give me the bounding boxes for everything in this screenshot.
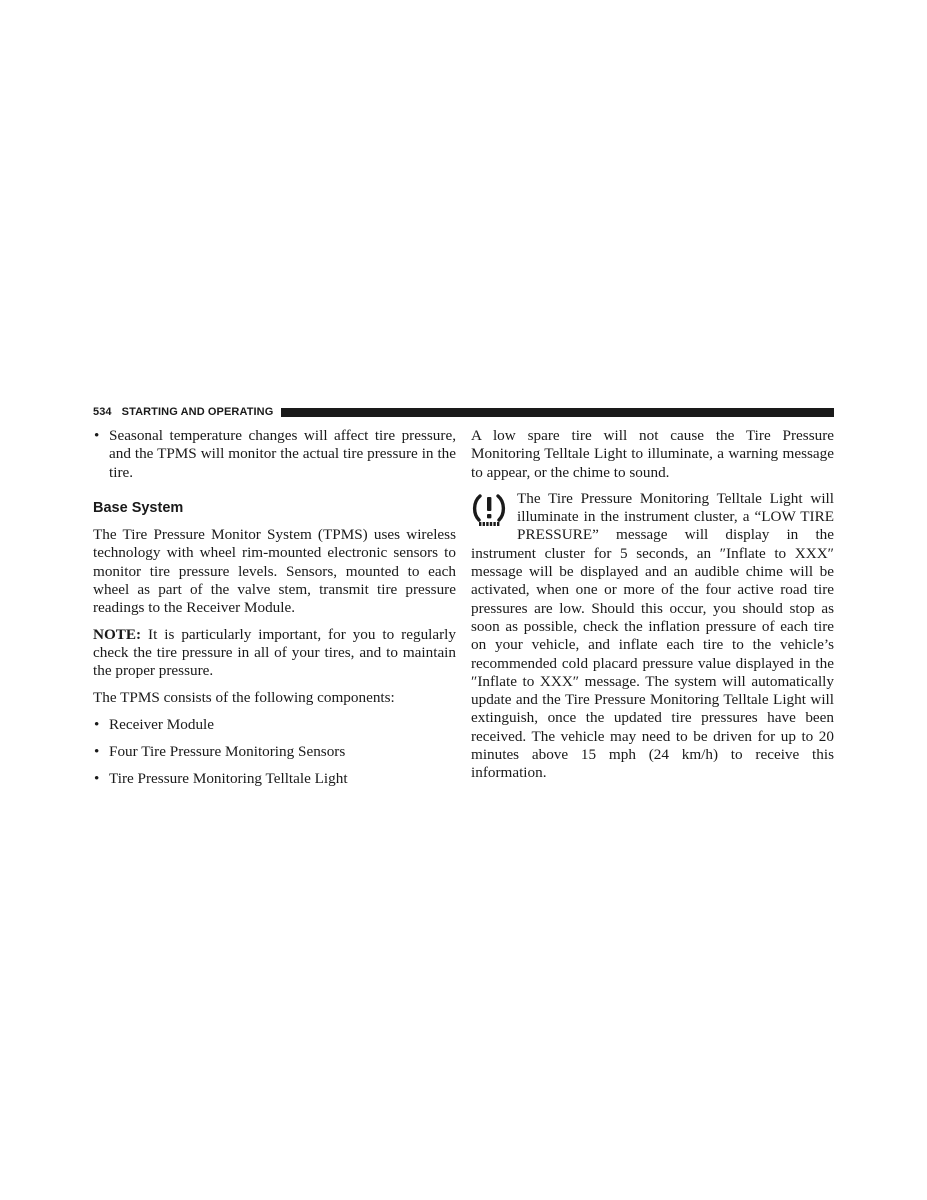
telltale-block [471,490,834,783]
right-column [471,427,834,783]
list-item [93,716,456,734]
page-header [93,405,834,419]
bullet-seasonal [93,427,456,482]
paragraph-tpms-intro: The Tire Pressure Monitor System (TPMS) uses wireless technology with wheel rim-mounted electronic sensors to monitor tire pressure levels. Sensors, mounted to each wheel as part of the valve stem, transmit tire pressure readings to the Receiver Module. [93,526,456,617]
paragraph-note [93,626,456,681]
section-heading-base-system: Base System [93,499,184,516]
bullet-dot: • [94,715,100,733]
list-item-text: Receiver Module [109,715,215,733]
list-item [93,770,456,788]
paragraph-spare-tire: A low spare tire will not cause the Tire Pressure Monitoring Telltale Light to illuminate, a warning message to appear, or the chime to sound. [471,427,834,481]
bullet-seasonal-text: Seasonal temperature changes will affect tire pressure, and the TPMS will monitor the actual tire pressure in the tire. [109,427,456,481]
paragraph-components-intro: The TPMS consists of the following components: [93,688,395,706]
bullet-dot: • [94,427,100,444]
page-number: 534 [93,406,112,418]
bullet-dot: • [94,770,100,788]
list-item [93,743,456,761]
header-rule [281,408,834,417]
section-title: STARTING AND OPERATING [121,406,274,418]
list-item-text: Tire Pressure Monitoring Telltale Light [109,770,348,788]
tire-pressure-warning-icon [471,493,507,527]
note-text: It is particularly important, for you to regularly check the tire pressure in all of your tires, and to maintain the proper pressure. [93,625,456,680]
left-column [93,427,456,789]
note-label: NOTE: [93,625,142,643]
paragraph-telltale: The Tire Pressure Monitoring Telltale Light will illuminate in the instrument cluster, a “LOW TIRE PRESSURE” message will display in the instrument cluster for 5 seconds, an ″Inflate to XXX″ message will be displayed and an audible chime will be activated, when one or more of the four active road tire pressures are low. Should this occur, you should stop as soon as possible, check the inflation pressure of each tire on your vehicle, and inflate each tire to the vehicle’s recommended cold placard pressure value displayed in the ″Inflate to XXX″ message. The system will automatically update and the Tire Pressure Monitoring Telltale Light will extinguish, once the updated tire pressures have been received. The vehicle may need to be driven for up to 20 minutes above 15 mph (24 km/h) to receive this information. [471,489,834,782]
bullet-dot: • [94,743,100,761]
list-item-text: Four Tire Pressure Monitoring Sensors [109,743,346,761]
